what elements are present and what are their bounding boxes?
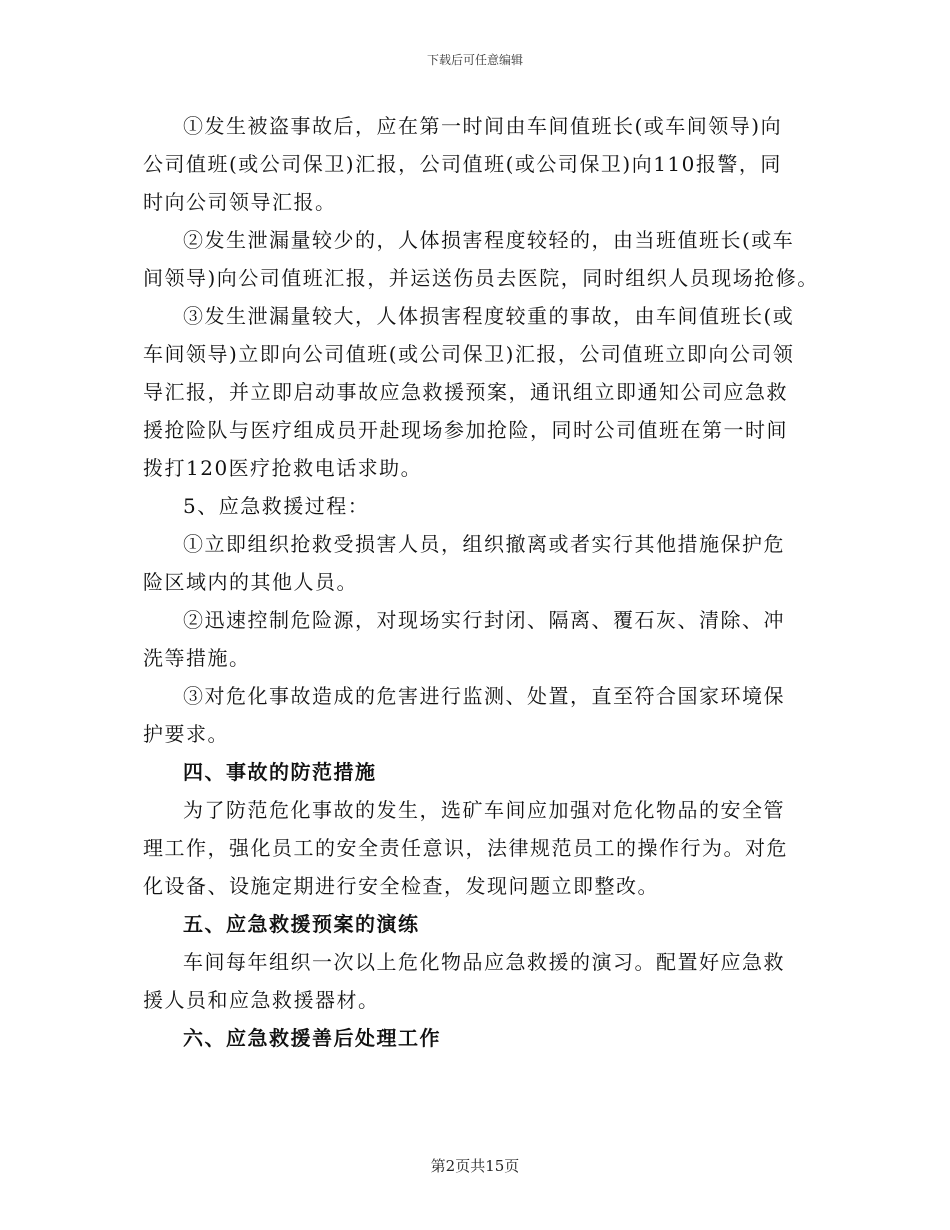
document-body	[143, 107, 819, 1057]
text-line: 拨打120医疗抢救电话求助。	[143, 456, 423, 480]
text-line: 为了防范危化事故的发生，选矿车间应加强对危化物品的安全管	[183, 798, 785, 822]
text-line: 险区域内的其他人员。	[143, 570, 358, 594]
text-line: ①立即组织抢救受损害人员，组织撤离或者实行其他措施保护危	[183, 532, 785, 556]
text-line: ②发生泄漏量较少的，人体损害程度较轻的，由当班值班长(或车	[183, 228, 795, 252]
text-line: 护要求。	[143, 722, 229, 746]
text-line: ③对危化事故造成的危害进行监测、处置，直至符合国家环境保	[183, 684, 785, 708]
text-line: ①发生被盗事故后，应在第一时间由车间值班长(或车间领导)向	[183, 114, 783, 138]
paragraph	[143, 297, 815, 487]
paragraph	[143, 943, 815, 1019]
text-line: 化设备、设施定期进行安全检查，发现问题立即整改。	[143, 874, 659, 898]
section-heading	[143, 905, 815, 943]
paragraph	[143, 601, 815, 677]
text-line: 援抢险队与医疗组成员开赴现场参加抢险，同时公司值班在第一时间	[143, 418, 788, 442]
text-line: 导汇报，并立即启动事故应急救援预案，通讯组立即通知公司应急救	[143, 380, 788, 404]
text-line: 间领导)向公司值班汇报，并运送伤员去医院，同时组织人员现场抢修。	[143, 266, 819, 290]
text-line: 时向公司领导汇报。	[143, 190, 337, 214]
section-heading	[143, 1019, 815, 1057]
paragraph	[143, 107, 815, 221]
text-line: 理工作，强化员工的安全责任意识，法律规范员工的操作行为。对危	[143, 836, 788, 860]
text-line: ②迅速控制危险源，对现场实行封闭、隔离、覆石灰、清除、冲	[183, 608, 785, 632]
page-number: 第2页共15页	[430, 1157, 520, 1175]
paragraph	[143, 525, 815, 601]
header-note: 下载后可任意编辑	[426, 53, 523, 67]
paragraph	[143, 221, 819, 297]
text-line: 四、事故的防范措施	[183, 760, 377, 784]
text-line: 六、应急救援善后处理工作	[183, 1026, 441, 1050]
paragraph	[143, 791, 815, 905]
text-line: 援人员和应急救援器材。	[143, 988, 380, 1012]
paragraph	[143, 677, 815, 753]
text-line: 五、应急救援预案的演练	[183, 912, 420, 936]
section-heading	[143, 753, 815, 791]
text-line: 5、应急救援过程：	[183, 494, 370, 518]
text-line: 车间领导)立即向公司值班(或公司保卫)汇报，公司值班立即向公司领	[143, 342, 795, 366]
text-line: 车间每年组织一次以上危化物品应急救援的演习。配置好应急救	[183, 950, 785, 974]
text-line: 洗等措施。	[143, 646, 251, 670]
text-line: ③发生泄漏量较大，人体损害程度较重的事故，由车间值班长(或	[183, 304, 795, 328]
text-line: 公司值班(或公司保卫)汇报，公司值班(或公司保卫)向110报警，同	[143, 152, 782, 176]
paragraph	[143, 487, 815, 525]
